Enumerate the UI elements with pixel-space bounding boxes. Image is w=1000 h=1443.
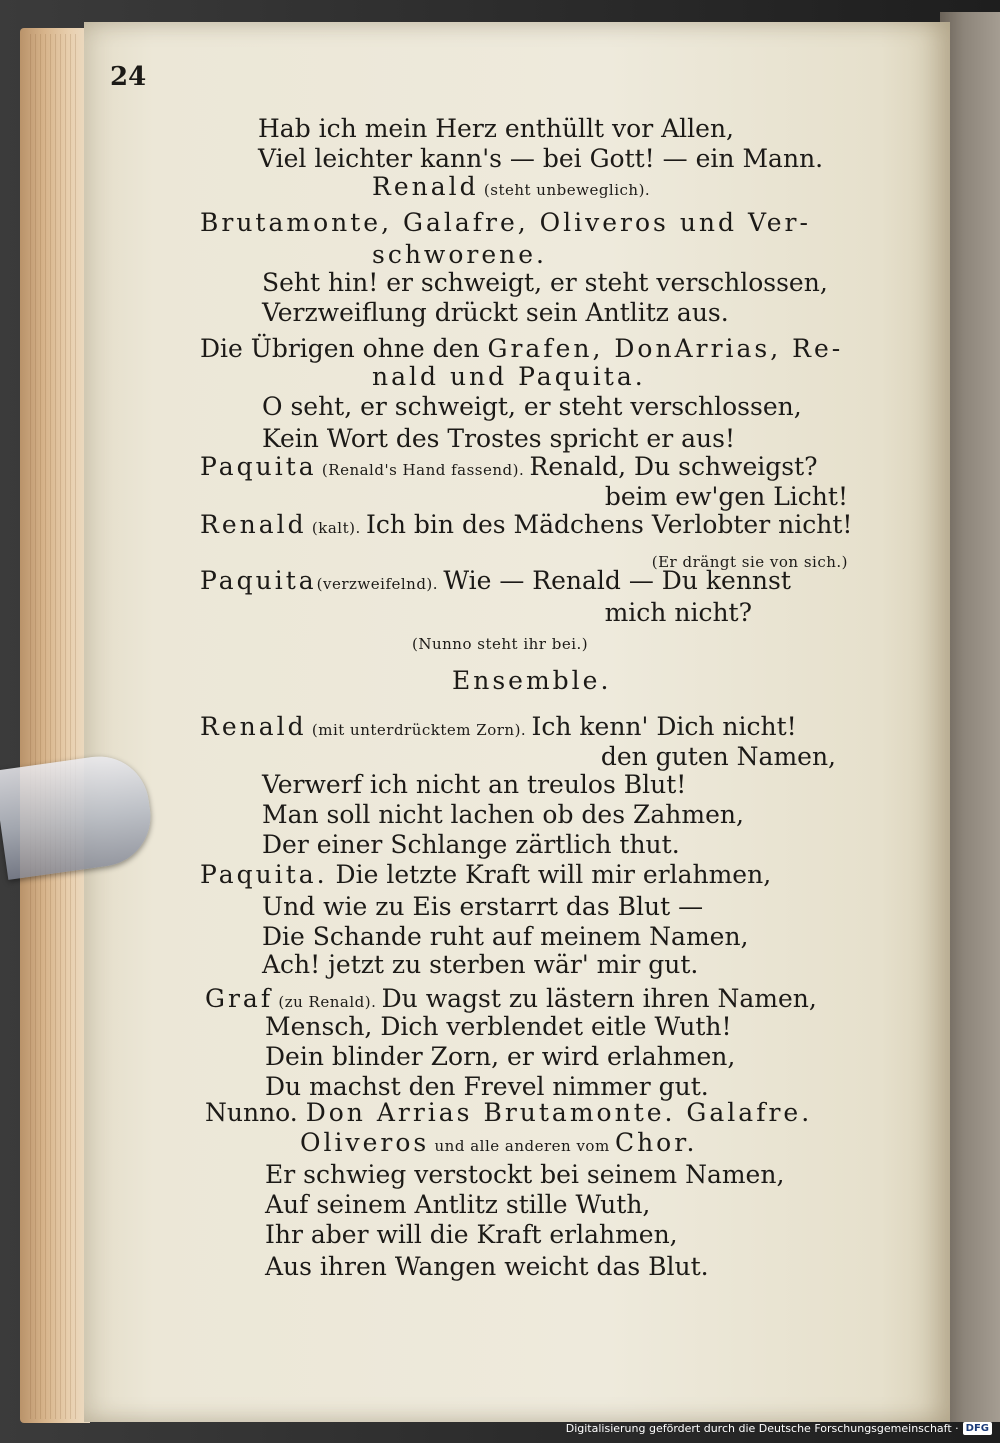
stage-direction: (steht unbeweglich). [478, 181, 651, 199]
speaker-name: Paquita. [200, 860, 328, 889]
speaker-name: Grafen, DonArrias, Re- [487, 334, 844, 363]
text-line [262, 950, 698, 980]
verse-text: Hab ich mein Herz enthüllt vor Allen, [258, 114, 735, 143]
speaker-name: Renald [200, 510, 307, 539]
text-line [262, 392, 802, 422]
speaker-name: Renald [372, 172, 479, 201]
text-line [200, 860, 771, 890]
verse-text: Seht hin! er schweigt, er steht verschlossen, [262, 268, 828, 297]
verse-text: Verwerf ich nicht an treulos Blut! [262, 770, 687, 799]
stage-direction: (Renald's Hand fassend). [316, 461, 530, 479]
footer-text: Digitalisierung gefördert durch die Deutsche Forschungsgemeinschaft · [565, 1422, 959, 1435]
footer-credit [566, 1422, 992, 1435]
text-line [258, 114, 734, 144]
text-line [262, 424, 735, 454]
verse-text: Man soll nicht lachen ob des Zahmen, [262, 800, 744, 829]
verse-text: Die Übrigen ohne den [200, 334, 488, 363]
speaker-name: Chor. [614, 1128, 698, 1157]
stage-direction: und alle anderen vom [429, 1137, 615, 1155]
text-line [265, 1190, 650, 1220]
speaker-name: Brutamonte, Galafre, Oliveros und Ver- [200, 208, 811, 237]
text-line [200, 334, 843, 364]
verse-text: Dein blinder Zorn, er wird erlahmen, [265, 1042, 736, 1071]
verse-text: beim ew'gen Licht! [604, 482, 848, 511]
verse-text: Aus ihren Wangen weicht das Blut. [265, 1252, 709, 1281]
text-line [412, 626, 588, 659]
text-line [372, 172, 650, 205]
verse-text: mich nicht? [604, 598, 752, 627]
text-line [200, 452, 818, 485]
stage-direction: (verzweifelnd). [316, 575, 444, 593]
text-line [200, 712, 797, 745]
text-line [262, 800, 744, 830]
verse-text: Ich bin des Mädchens Verlobter nicht! [366, 510, 853, 539]
speaker-name: Oliveros [300, 1128, 430, 1157]
verse-text: Viel leichter kann's — bei Gott! — ein Mann. [258, 144, 824, 173]
verse-text: Er schwieg verstockt bei seinem Namen, [265, 1160, 785, 1189]
text-line [372, 240, 547, 270]
speaker-name: Paquita [200, 566, 317, 595]
verse-text: Die letzte Kraft will mir erlahmen, [327, 860, 772, 889]
stage-direction: (Er drängt sie von sich.) [651, 553, 848, 571]
dfg-logo: DFG [963, 1422, 992, 1435]
speaker-name: Renald [200, 712, 307, 741]
verse-text: Ach! jetzt zu sterben wär' mir gut. [262, 950, 699, 979]
text-line [262, 830, 680, 860]
verse-text: Kein Wort des Trostes spricht er aus! [262, 424, 735, 453]
speaker-name: Graf [205, 984, 274, 1013]
verse-text: Und wie zu Eis erstarrt das Blut — [262, 892, 704, 921]
stage-direction: (Nunno steht ihr bei.) [412, 635, 589, 653]
text-line [262, 268, 828, 298]
text-line [205, 1098, 812, 1128]
verse-text: Du wagst zu lästern ihren Namen, [381, 984, 817, 1013]
verse-text: den guten Namen, [600, 742, 836, 771]
text-line [601, 742, 836, 772]
text-line [300, 1128, 697, 1161]
page-number: 24 [110, 62, 147, 92]
stage-direction: (zu Renald). [273, 993, 382, 1011]
stage-direction: (kalt). [306, 519, 366, 537]
text-line [265, 1012, 732, 1042]
text-line [200, 208, 811, 238]
speaker-name: Ensemble. [452, 666, 612, 695]
stage-direction: (mit unterdrücktem Zorn). [306, 721, 532, 739]
verse-text: O seht, er schweigt, er steht verschlossen, [262, 392, 802, 421]
page-edge-stripes [30, 34, 78, 1419]
text-line [258, 144, 823, 174]
text-line [265, 1160, 784, 1190]
verse-text: Wie — Renald — Du kennst [443, 566, 791, 595]
text-line [262, 892, 703, 922]
verse-text: Du machst den Frevel nimmer gut. [265, 1072, 709, 1101]
text-line [200, 566, 791, 599]
verse-text: Ich kenn' Dich nicht! [531, 712, 797, 741]
verse-text: Nunno. [205, 1098, 306, 1127]
text-line [452, 666, 611, 696]
verse-text: Verzweiflung drückt sein Antlitz aus. [262, 298, 729, 327]
speaker-name: Paquita [200, 452, 317, 481]
text-line [265, 1252, 709, 1282]
verse-text: Mensch, Dich verblendet eitle Wuth! [265, 1012, 732, 1041]
verse-text: Renald, Du schweigst? [529, 452, 818, 481]
verse-text: Der einer Schlange zärtlich thut. [262, 830, 680, 859]
text-line [262, 922, 749, 952]
text-line [605, 482, 848, 512]
speaker-name: nald und Paquita. [372, 362, 646, 391]
verse-text: Ihr aber will die Kraft erlahmen, [265, 1220, 678, 1249]
text-line [200, 510, 852, 543]
speaker-name: Don Arrias Brutamonte. Galafre. [305, 1098, 813, 1127]
verse-text: Die Schande ruht auf meinem Namen, [262, 922, 749, 951]
text-line [265, 1220, 678, 1250]
speaker-name: schworene. [372, 240, 547, 269]
text-line [372, 362, 646, 392]
text-line [265, 1042, 735, 1072]
text-line [262, 298, 729, 328]
verse-text: Auf seinem Antlitz stille Wuth, [265, 1190, 651, 1219]
text-line [262, 770, 686, 800]
text-line [605, 598, 752, 628]
